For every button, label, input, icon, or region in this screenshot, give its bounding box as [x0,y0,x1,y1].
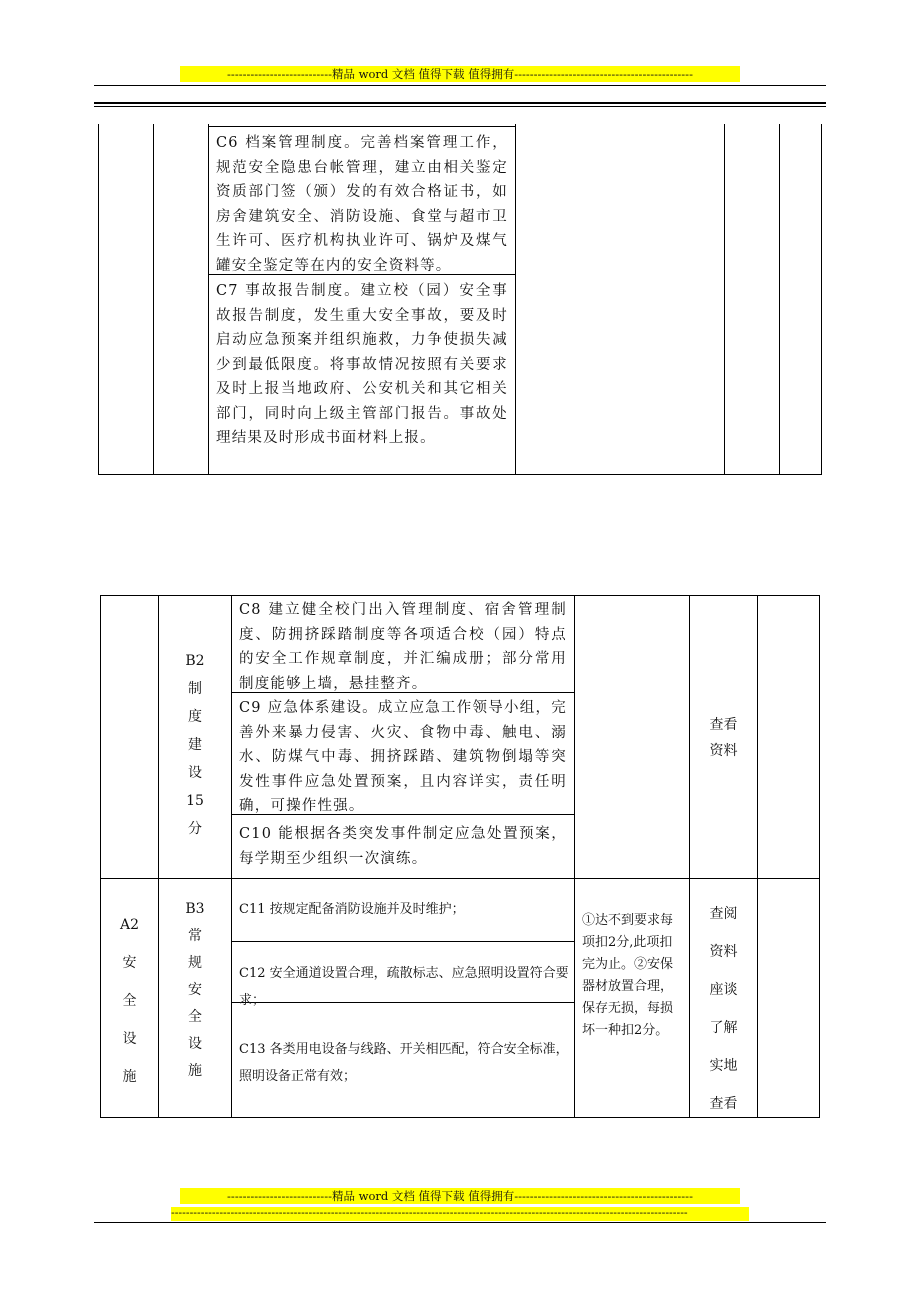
a2-label: A2 安 全 设 施 [119,917,140,1085]
footer-rule [94,1222,826,1223]
b2-method: 查看 资料 [709,717,738,759]
footer-dashes: ------------------------------------------------------------------------------------------------------------------------------------------- [171,1207,749,1221]
header-rule [94,85,826,86]
c8-item: C8 建立健全校门出入管理制度、宿舍管理制度、防拥挤踩踏制度等各项适合校（园）特点的安全工作规章制度，并汇编成册；部分常用制度能够上墙，悬挂整齐。 [239,602,567,692]
b3-scoring: ①达不到要求每项扣2分,此项扣完为止。②安保器材放置合理，保存无损，每损坏一种扣2分。 [582,913,674,1038]
c13-item: C13 各类用电设备与线路、开关相匹配，符合安全标准，照明设备正常有效； [239,1042,569,1084]
c11-item: C11 按规定配备消防设施并及时维护； [239,902,465,917]
b3-label: B3 常 规 安 全 设 施 [185,901,205,1079]
header-double-rule-bottom [94,106,826,107]
c6-item: C6 档案管理制度。完善档案管理工作，规范安全隐患台帐管理，建立由相关鉴定资质部门签（颁）发的有效合格证书，如房舍建筑安全、消防设施、食堂与超市卫生许可、医疗机构执业许可、锅炉及煤气罐安全鉴定等在内的安全资料等。 [216,135,508,274]
c9-item: C9 应急体系建设。成立应急工作领导小组，完善外来暴力侵害、火灾、食物中毒、触电、溺水、防煤气中毒、拥挤踩踏、建筑物倒塌等突发性事件应急处置预案，且内容详实，责任明确，可操作性强。 [239,700,567,814]
b2-label: B2 制 度 建 设 15 分 [185,653,205,837]
c10-item: C10 能根据各类突发事件制定应急处置预案，每学期至少组织一次演练。 [239,826,567,867]
footer-banner: ---------------------------精品 word 文档 值得下载 值得拥有---------------------------------------------- [180,1188,740,1204]
b3-method: 查阅 资料 座谈 了解 实地 查看 [709,906,738,1112]
c7-item: C7 事故报告制度。建立校（园）安全事故报告制度，发生重大安全事故，要及时启动应急预案并组织施救，力争使损失减少到最低限度。将事故情况按照有关要求及时上报当地政府、公安机关和其它相关部门，同时向上级主管部门报告。事故处理结果及时形成书面材料上报。 [216,283,508,446]
header-banner: ---------------------------精品 word 文档 值得下载 值得拥有---------------------------------------------- [180,66,740,82]
header-double-rule-top [94,102,826,104]
c12-item: C12 安全通道设置合理，疏散标志、应急照明设置符合要求； [239,966,569,1008]
